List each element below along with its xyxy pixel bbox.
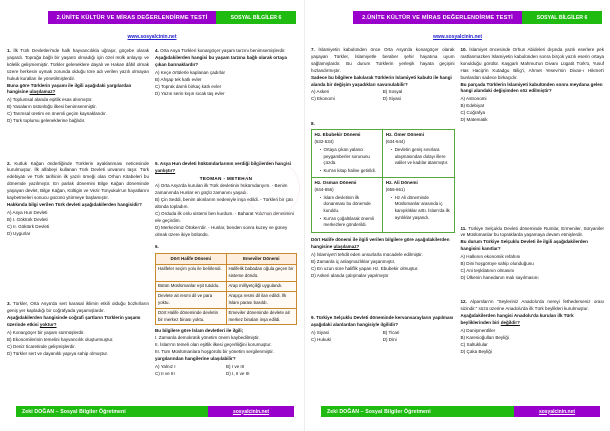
table-row <box>156 308 297 325</box>
question-12-prompt-text: Aşağıdakilerden hangisi Anadolu'da kurulan ilk Türk beyliklerinden biri <box>460 313 574 326</box>
cell-r3c0: Dört Halife döneminde devletin bir merkez binası yoktu. <box>156 308 227 325</box>
question-12 <box>461 299 605 355</box>
question-8-option-c[interactable]: C) En uzun süre haliflik yapan Hz. Ebubekir olmuştur. <box>311 265 419 271</box>
page-header-right <box>305 11 610 24</box>
question-1-prompt-emphasis: ulaşılamaz? <box>29 89 56 95</box>
question-1-option-b[interactable]: B) Yasaların üstünlüğü ilkesi benimsenmiştir. <box>7 104 97 110</box>
question-2-prompt: Hakkında bilgi verilen Türk devleti aşağıdakilerden hangisidir? <box>7 201 142 207</box>
question-1-stem <box>7 48 149 83</box>
caliph-bullets-ali <box>386 195 451 221</box>
cell-r0c0: Halifeler seçim yolu ile belirlendi. <box>156 264 227 281</box>
spacer-3 <box>155 103 297 161</box>
site-url-link-right[interactable]: www.sosyalcinin.net <box>433 34 482 40</box>
question-4-option-c[interactable]: C) Toprak damlı birkaç katlı evler <box>155 83 222 89</box>
question-11-option-d[interactable]: D) Ülkenin hanedanın malı sayılmasını <box>460 275 539 281</box>
question-3-stem <box>7 301 149 315</box>
question-5-option-a[interactable]: A) Orta Asya'da kurulan ilk Türk devletinin hükümdarıyım. - Benim zamanımda Hunlar en güçlü zamanını yaşadı. <box>155 182 288 196</box>
question-4-option-d[interactable]: D) Yazın serin kışın sıcak taş evler <box>155 90 225 96</box>
header-left-pad-right-page <box>305 11 353 24</box>
question-1-prompt-text: Buna göre Türklerin yaşamı ile ilgili aşağıdaki yargılardan hangisine <box>7 82 132 95</box>
question-5-option-c[interactable]: C) Orduda ilk onlu sistemi ben kurdum. - Baharat Yolu'nun denetimini ele geçirdim. <box>155 211 294 224</box>
column-1 <box>7 48 149 383</box>
question-5 <box>155 161 297 238</box>
footer-right-pad-right-page <box>600 406 610 417</box>
left-page-columns <box>0 43 304 383</box>
question-11-prompt: Bu durum Türkiye Selçuklu Devleti ile ilgili aşağıdakilerden hangisini kanıtlar? <box>460 239 588 252</box>
column-3 <box>311 47 455 361</box>
list-item: Kur'an kitap haline getirildi. <box>320 168 380 175</box>
question-1-option-a[interactable]: A) Toplumsal alanda eşitlik esas alınmıştır. <box>7 97 93 103</box>
question-7-options <box>311 88 455 102</box>
table-row <box>312 130 455 178</box>
question-4-option-b[interactable]: B) Ahşap tek katlı evler <box>155 76 202 82</box>
caliph-name-omer: Hz. Ömer Dönemi <box>385 132 425 138</box>
caliph-years-ali: (656-661) <box>385 187 405 193</box>
question-7-option-c[interactable]: C) Ekonomi <box>311 96 335 102</box>
col-header-dort-halife: Dört Halife Dönemi <box>156 254 227 264</box>
caliph-name-osman: Hz. Osman Dönemi <box>314 180 357 186</box>
question-10-number: 10. <box>460 47 467 52</box>
question-5-names: TEOMAN - METEHAN <box>199 175 253 181</box>
question-5-option-d[interactable]: D) Merkezimiz Ötüken'dir. - Hunlar, benden sonra kuzey ve güney olmak üzere ikiye bölündü. <box>155 225 288 238</box>
question-3-option-c[interactable]: C) Deniz ticaretinde gelişmişlerdir. <box>7 343 76 349</box>
question-3-option-b[interactable]: B) Ekonomilerinin temelini hayvancılık oluşturmuştur. <box>7 336 114 342</box>
question-3-option-a[interactable]: A) Konargöçer bir yaşam sürmüşlerdir. <box>7 329 85 335</box>
question-3-option-d[interactable]: D) Türkler sert ve dayanıklı yapıya sahip olmuştur. <box>7 350 108 356</box>
cell-r1c0: Bütün Müslümanlar eşit tutuldu. <box>156 281 227 291</box>
question-12-prompt <box>461 313 605 327</box>
question-9-option-a[interactable]: A) Siyasi <box>311 329 329 335</box>
question-9 <box>311 315 455 343</box>
question-1-number: 1. <box>7 48 11 53</box>
cell-r2c1: Arapça resmi dil ilan edildi. İlk İslam parası basıldı. <box>226 291 297 308</box>
question-10-text: İslamiyet öncesinde Orhun Abideleri dışında yazılı eserlere pek rastlanmazken İslamiyetin kabulünden sonra birçok yazılı eserin ortaya konulduğu görülür. Kaşgarlı Mahmut'un Divanı Lügatit Türk'ü, Yusuf Has Hacip'in Kutadgu Bilig'i, Ahmet Yesevi'nin Divan-ı Hikmet'i bunlardan sadece birkaçıdır. <box>460 47 604 80</box>
question-6 <box>155 244 297 377</box>
question-6-prompt2: yargılarından hangilerine ulaşılabilir? <box>155 356 236 362</box>
question-6-option-d[interactable]: D) I, II ve III <box>226 371 250 377</box>
list-item: Kur'an çoğaltılarak önemli merkezlere gönderildi. <box>320 216 380 229</box>
caliph-bullets-omer <box>386 147 451 167</box>
question-12-number: 12. <box>460 299 467 305</box>
question-5-text: Asya Hun devleti hükümdarlarının verdiği bilgilerden hangisi <box>159 160 292 166</box>
spacer-7 <box>461 287 605 299</box>
question-2 <box>7 161 149 238</box>
question-8-number-line <box>311 121 455 128</box>
question-2-option-b[interactable]: B) I. Göktürk Devleti <box>7 216 48 222</box>
spacer-4 <box>311 109 455 121</box>
question-6-number-line <box>155 244 297 251</box>
question-11-option-b[interactable]: B) Dini hoşgörüye sahip olunduğunu <box>460 261 534 267</box>
question-6-options <box>155 363 297 377</box>
question-7-option-b[interactable]: B) Sosyal <box>382 89 403 95</box>
spacer-2 <box>7 243 149 301</box>
cell-r1c1: Arap milliyetçiliği uygulandı. <box>226 281 297 291</box>
caliph-years-osman: (644-656) <box>314 187 334 193</box>
author-credit-right: Zeki DOĞAN – Sosyal Bilgiler Öğretmeni <box>321 406 514 417</box>
question-6-roman-3: III. Tüm Müslümanlara hoşgörülü bir yönetim sergilenmiştir. <box>155 349 274 355</box>
footer-site-link[interactable]: sosyalcinin.net <box>208 406 294 417</box>
question-3-text: Türkler, Orta Asya'da sert karasal iklimin etkili olduğu bozkırların geniş yer kapladığı bir coğrafyada yaşamışlardır. <box>7 301 149 313</box>
spacer-5 <box>311 285 455 315</box>
question-3-prompt-emphasis: yoktur? <box>39 321 57 327</box>
question-6-option-a[interactable]: A) Yalnız I <box>155 363 176 369</box>
question-11-text: Türkiye Selçuklu Devleti döneminde Rumlar, Ermeniler, Süryaniler ve Müslümanlar bu topraklarda yaşamaya devam etmişlerdir. <box>460 225 604 238</box>
question-7-number: 7. <box>311 47 315 52</box>
question-10-prompt: Bu parçada Türklerin İslamiyeti kabulünden sonra meydana gelen hangi alandaki değişimden söz edilmiştir? <box>460 81 603 94</box>
question-11-number: 11. <box>460 225 467 231</box>
question-6-option-b[interactable]: B) I ve III <box>226 363 245 369</box>
question-11-option-c[interactable]: C) Ani teşkilatının olmasını <box>460 268 515 274</box>
question-1 <box>7 48 149 125</box>
question-3-prompt <box>7 315 149 329</box>
question-11-stem <box>461 226 605 240</box>
question-8-option-b[interactable]: B) Zamanla iç anlaşmazlıklar yaşanmıştır. <box>311 258 396 264</box>
list-item: Hz Ali döneminde Müslümanlar arasında iç karışıklıklar arttı. İslam'da ilk ayrılıklar yaşandı. <box>391 195 451 221</box>
question-4 <box>155 48 297 97</box>
subject-badge: SOSYAL BİLGİLER 6 <box>216 11 296 24</box>
question-7-text: İslamiyetin kabulünden önce Orta Asya'da konargöçer olarak yaşayan Türkler, İslamiyetle beraber şehir hayatına uyum sağlamışlardır. Bu durum Türklerin yerleşik hayata geçişini hızlandırmıştır. <box>311 47 455 73</box>
question-7-option-a[interactable]: A) Askeri <box>311 89 330 95</box>
question-10-option-a[interactable]: A) Astronomi <box>460 96 487 102</box>
header-right-pad-right-page <box>602 11 610 24</box>
spacer-1 <box>7 131 149 161</box>
cell-r2c0: Devlete ait resmi dil ve para yoktu. <box>156 291 227 308</box>
question-12-option-c[interactable]: C) Saltuklular <box>460 342 488 348</box>
question-9-prompt-text: Türkiye Selçuklu Devleti döneminde kervansarayların yapılması aşağıdaki alanlardan hangisiyle ilgilidir? <box>311 314 454 327</box>
list-item: İslam devletinin ilk donanması bu dönemde kuruldu. <box>320 195 380 215</box>
question-2-text: Kutluk Kağan önderliğinde Türklerin ayaklanması neticesinde kurulmuştur. İlk alfabeyi kullanan Türk Devleti unvanını taşır. Türk edebiyatı ve Türk tarihinin ilk yazılı örneği olan Orhun Kitabeleri bu dönemde yazılmıştır. En parlak dönemini Bilge Kağan döneminde yaşayan devlet, Bilge Kağan, Kültigin ve Vezir Tonyukuk'un hayatlarını kaybetmeleri sonucu gücünü yitirmeye başlamıştır. <box>7 160 150 201</box>
question-9-number: 9. <box>311 314 315 320</box>
table-row <box>156 264 297 281</box>
question-2-option-c[interactable]: C) II. Göktürk Devleti <box>7 223 50 229</box>
caliph-cell-ebubekir <box>312 130 383 178</box>
question-1-option-d[interactable]: D) Türk toplumu geleneklerine bağlıdır. <box>7 118 86 124</box>
table-row <box>156 281 297 291</box>
question-6-roman-1: I. Zamanla demokratik yönetim önem kaybedilmiştir. <box>155 335 260 341</box>
question-12-option-b[interactable]: B) Karesioğulları Beyliği <box>460 335 509 341</box>
footer-right-pad <box>294 406 304 417</box>
footer-site-link-right[interactable]: sosyalcinin.net <box>514 406 600 417</box>
question-2-stem <box>7 161 149 202</box>
question-11-option-a[interactable]: A) Halkının ekonomik refahını <box>460 254 521 260</box>
right-page-columns <box>305 43 610 361</box>
site-url-link[interactable]: www.sosyalcinin.net <box>127 34 177 40</box>
page-right <box>305 0 610 431</box>
question-8-option-a[interactable]: A) İslamiyet'i tehdit eden unsurlarla mücadele edilmiştir. <box>311 251 423 257</box>
question-11 <box>461 226 605 282</box>
question-12-stem <box>461 299 605 313</box>
question-6-prompt: Bu bilgilere göre İslam devletleri ile ilgili; <box>155 328 244 334</box>
question-4-option-a[interactable]: A) Keçe örtülerle kaplanan çadırlar <box>155 69 226 75</box>
table-row <box>156 291 297 308</box>
test-title-banner-right: 2.ÜNİTE KÜLTÜR VE MİRAS DEĞERLENDİRME TESTİ <box>353 11 522 24</box>
table-header-row <box>156 254 297 264</box>
question-6-number: 6. <box>155 244 159 250</box>
question-3 <box>7 301 149 357</box>
table-row <box>312 178 455 233</box>
question-4-stem <box>155 48 297 55</box>
question-9-options <box>311 329 455 343</box>
question-4-prompt: Aşağıdakilerden hangisi bu yaşam tarzına bağlı olarak ortaya çıkan barınaklardır? <box>155 54 287 67</box>
question-12-prompt-emphasis: değildir? <box>500 320 520 326</box>
question-8-number: 8. <box>311 120 315 126</box>
column-4 <box>461 47 605 361</box>
question-8-prompt-emphasis: ulaşılamaz? <box>333 243 360 249</box>
page-footer-left <box>0 406 304 417</box>
question-1-option-c[interactable]: C) Tarımsal üretim en önemli geçim kaynaklarıdır. <box>7 111 107 117</box>
question-5-number: 5. <box>155 160 159 166</box>
footer-left-pad <box>0 406 16 417</box>
col-header-emeviler: Emeviler Dönemi <box>226 254 297 264</box>
caliph-bullets-osman <box>315 195 380 229</box>
header-url-line-right <box>305 25 610 43</box>
spacer-6 <box>461 130 605 226</box>
test-title-banner: 2.ÜNİTE KÜLTÜR VE MİRAS DEĞERLENDİRME TESTİ <box>48 11 216 24</box>
question-6-option-c[interactable]: C) II ve III <box>155 371 175 377</box>
caliph-years-omer: (634-644) <box>385 139 405 145</box>
question-2-option-a[interactable]: A) Asya Hun Devleti <box>7 209 48 215</box>
question-5-prompt <box>155 161 297 175</box>
question-7-option-d[interactable]: D) Siyasi <box>382 96 401 102</box>
question-9-option-c[interactable]: C) Hukuki <box>311 336 331 342</box>
question-5-option-b[interactable]: B) Çin Seddi, benim akınlarım nedeniyle inşa edildi. - Türkleri bir çatı altında topladım. <box>155 197 293 210</box>
question-8-prompt-text: Dört Halife dönemi ile ilgili verilen bilgilere göre aşağıdakilerden hangisine <box>311 236 450 249</box>
header-right-pad <box>296 11 304 24</box>
question-7-stem <box>311 47 455 75</box>
question-8-prompt <box>311 237 455 251</box>
question-6-roman-2: II. İslam'ın temeli olan eşitlik ilkesi geçerliliğini korumuştur. <box>155 342 272 348</box>
question-10-stem <box>461 47 605 82</box>
question-12-option-a[interactable]: A) Danişmentliler <box>460 327 496 333</box>
question-1-prompt <box>7 83 149 97</box>
page-header-left <box>0 11 304 24</box>
question-4-text: Orta Asya Türkleri konargöçer yaşam tarzını benimsemişlerdir. <box>160 48 286 53</box>
question-10 <box>461 47 605 124</box>
caliph-bullets-ebubekir <box>315 147 380 174</box>
question-1-text: İlk Türk Devletleri'nde halk hayvancılıkla uğraşır, göçebe olarak yaşardı. Toprağa bağlı bir yaşantı olmadığı için özel mülk anlayışı ve kölelik gelişmemiştir. Türkler geleneklere dayalı ve Hakan dâhil olmak üzere herkesin uymak zorunda olduğu töre adı verilen yazılı olmayan hukuk kuralları ile yönetilmişlerdir. <box>7 48 150 81</box>
question-3-prompt-text: Aşağıdakilerden hangisinde coğrafi şartların Türklerin yaşamı üzerinde etkisi <box>7 314 141 327</box>
caliph-cell-osman <box>312 178 383 233</box>
column-2 <box>155 48 297 383</box>
caliph-years-ebubekir: (632-634) <box>314 139 334 145</box>
list-item: Ortaya çıkan yalancı peygamberler sorununu çözdü. <box>320 147 380 167</box>
question-10-option-d[interactable]: D) Matematik <box>460 117 488 123</box>
author-credit: Zeki DOĞAN – Sosyal Bilgiler Öğretmeni <box>16 406 208 417</box>
caliph-name-ali: Hz. Ali Dönemi <box>385 180 418 186</box>
question-7-prompt: Sadece bu bilgilere bakılarak Türklerin İslamiyeti kabulü ile hangi alanda bir değişim yaşadıkları savunulabilir? <box>311 74 452 87</box>
four-caliphs-table <box>311 129 455 232</box>
question-10-option-c[interactable]: C) Coğrafya <box>460 110 486 116</box>
header-url-line <box>0 25 304 43</box>
question-8 <box>311 121 455 279</box>
islam-comparison-table <box>155 253 297 325</box>
question-12-option-d[interactable]: D) Çaka Beyliği <box>460 349 492 355</box>
caliph-cell-omer <box>383 130 454 178</box>
question-10-option-b[interactable]: B) Edebiyat <box>460 103 485 109</box>
list-item: Devletin geniş sınırlara ulaşmasından dolayı illere valiler ve kadılar atanmıştır. <box>391 147 451 167</box>
question-3-number: 3. <box>7 301 11 307</box>
footer-left-pad-right-page <box>305 406 321 417</box>
question-9-option-b[interactable]: B) Ticari <box>382 329 400 335</box>
cell-r0c1: Halifelik babadan oğula geçen bir sisteme döndü. <box>226 264 297 281</box>
caliph-cell-ali <box>383 178 454 233</box>
question-7 <box>311 47 455 103</box>
question-2-option-d[interactable]: D) Uygurlar <box>7 231 31 237</box>
question-2-number: 2. <box>7 160 11 166</box>
cell-r3c1: Emeviler döneminde devlete ait merkez binaları inşa edildi. <box>226 308 297 325</box>
question-8-option-d[interactable]: D) Askeri alanda çalışmalar yapılmıştır <box>311 272 389 278</box>
header-left-pad <box>0 11 48 24</box>
question-9-option-d[interactable]: D) Dini <box>382 336 397 342</box>
question-4-number: 4. <box>155 48 159 53</box>
question-9-prompt <box>311 315 455 329</box>
caliph-name-ebubekir: Hz. Ebubekir Dönemi <box>314 132 361 138</box>
question-12-text: Alparslan'ın "Seyleriniz Anadolu'da nereyi fethederseniz orası sizindir." sözü üzerine Anadolu'da ilk Türk beylikleri kurulmuştur. <box>460 299 604 312</box>
question-5-prompt-emphasis: yanlıştır? <box>155 167 176 173</box>
subject-badge-right: SOSYAL BİLGİLER 6 <box>522 11 602 24</box>
page-footer-right <box>305 406 610 417</box>
